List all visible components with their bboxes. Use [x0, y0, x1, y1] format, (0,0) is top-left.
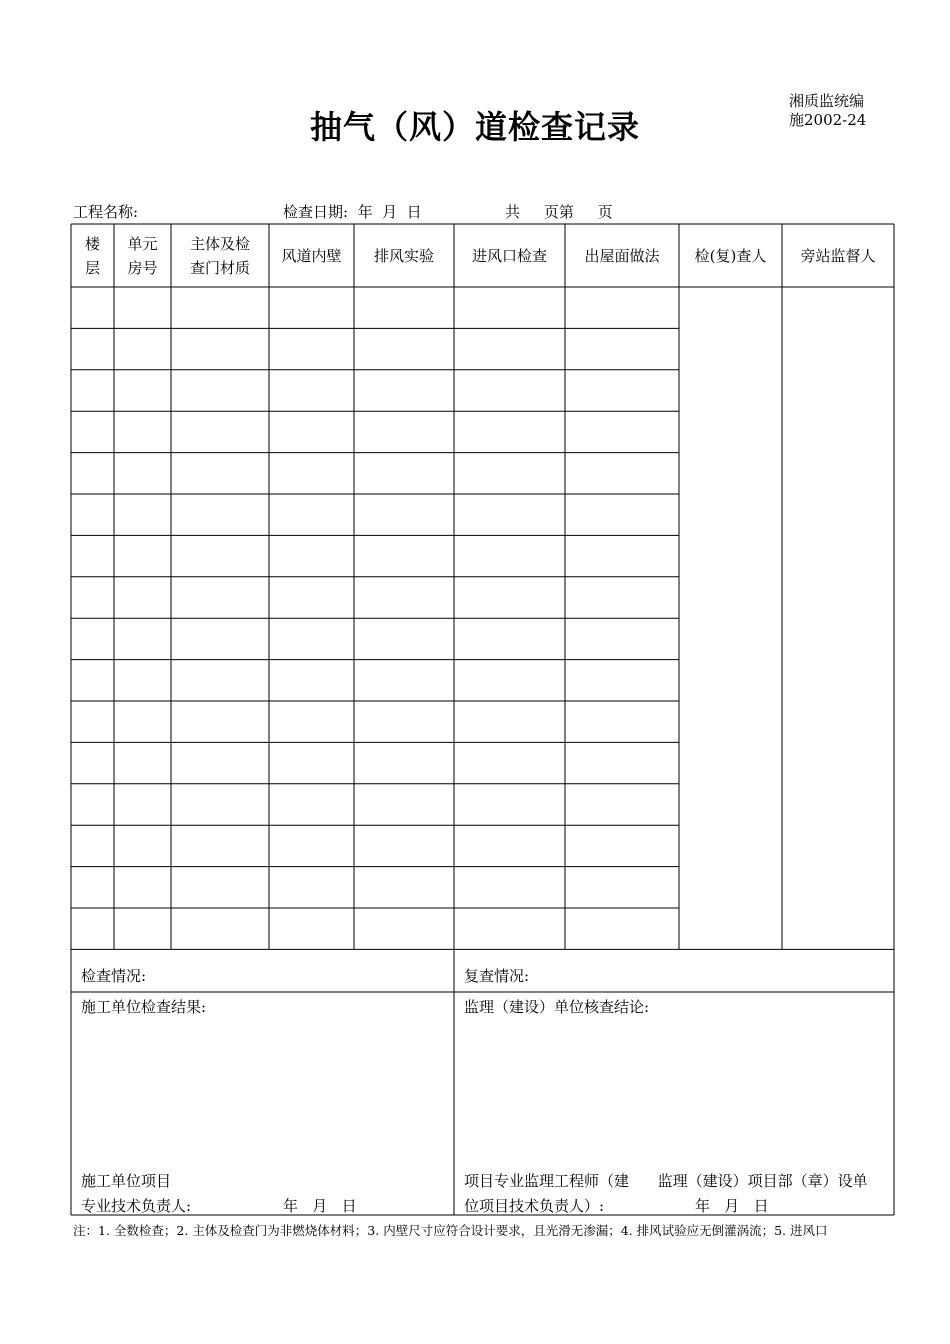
- page-title: 抽气（风）道检查记录: [309, 108, 640, 146]
- supervisor-sign-line2: 位项目技术负责人）:: [464, 1197, 605, 1215]
- contractor-sign-line1: 施工单位项目: [81, 1172, 172, 1190]
- recheck-status-label: 复查情况:: [464, 967, 530, 985]
- header-inlet-check: 进风口检查: [471, 246, 547, 265]
- header-checker: 检(复)查人: [694, 246, 767, 265]
- footnote: 注：1. 全数检查；2. 主体及检查门为非燃烧体材料；3. 内壁尺寸应符合设计要求，且光滑无渗漏；4. 排风试验应无倒灌涡流；5. 进风口: [73, 1223, 828, 1238]
- document-code: 湘质监统编 施2002-24: [789, 92, 867, 129]
- header-material: 主体及检 查门材质: [189, 234, 250, 277]
- header-roof-method: 出屋面做法: [584, 246, 660, 265]
- supervisor-conclusion-label: 监理（建设）单位核查结论:: [464, 998, 650, 1016]
- check-status-label: 检查情况:: [81, 967, 147, 985]
- project-name-label: 工程名称:: [73, 203, 139, 221]
- header-floor: 楼 层: [84, 234, 100, 277]
- header-exhaust-test: 排风实验: [373, 246, 434, 265]
- supervisor-sign-line1: 项目专业监理工程师（建 监理（建设）项目部（章）设单: [464, 1172, 868, 1190]
- page-info-label: 共 页第 页: [505, 203, 613, 221]
- header-supervisor: 旁站监督人: [800, 246, 876, 265]
- header-unit-room: 单元 房号: [127, 234, 158, 277]
- check-date-label: 检查日期: 年 月 日: [283, 203, 422, 221]
- contractor-result-label: 施工单位检查结果:: [81, 998, 207, 1016]
- supervisor-date: 年 月 日: [695, 1197, 769, 1215]
- contractor-sign-line2: 专业技术负责人:: [81, 1197, 192, 1215]
- header-duct-wall: 风道内壁: [281, 246, 342, 265]
- contractor-date: 年 月 日: [283, 1197, 357, 1215]
